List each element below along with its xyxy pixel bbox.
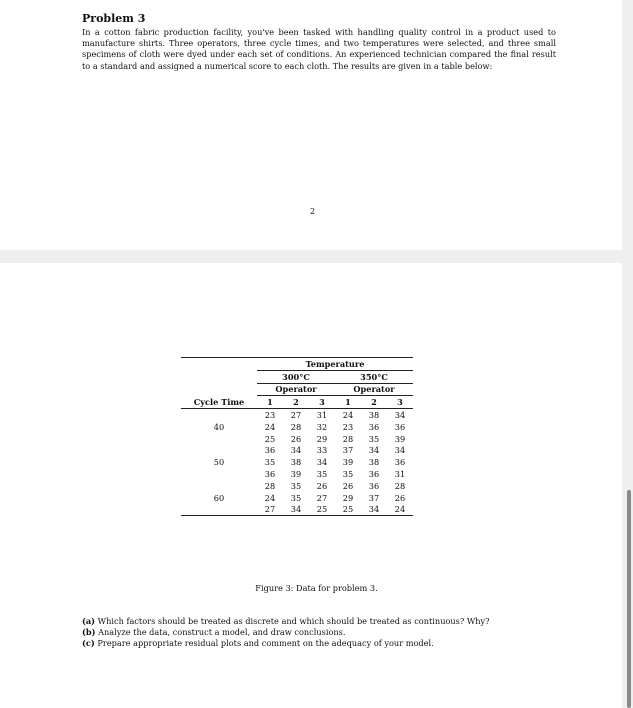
question-a xyxy=(82,616,490,627)
operator-label-350: Operator xyxy=(335,383,413,396)
table-cell: 25 xyxy=(309,504,335,516)
table-cell: 23 xyxy=(342,421,354,432)
table-cell: 28 xyxy=(394,480,406,491)
table-cell: 36 xyxy=(368,469,380,480)
table-cell: 34 xyxy=(387,409,413,421)
question-b xyxy=(82,627,490,638)
table-row xyxy=(181,504,413,516)
question-text: Prepare appropriate residual plots and comment on the adequacy of your model. xyxy=(97,638,434,648)
scrollbar-thumb[interactable] xyxy=(627,490,631,708)
table-cell: 38 xyxy=(361,409,387,421)
table-cell: 28 xyxy=(290,421,302,432)
table-cell: 34 xyxy=(316,457,328,468)
table-row xyxy=(181,468,413,480)
table-cell: 28 xyxy=(264,480,276,491)
table-cell: 27 xyxy=(316,492,328,503)
operator-number: 3 xyxy=(387,396,413,409)
table-row xyxy=(181,480,413,492)
problem-title: Problem 3 xyxy=(82,12,146,25)
table-row xyxy=(181,445,413,457)
cycle-time-value: 60 xyxy=(213,492,225,503)
table-cell: 31 xyxy=(309,409,335,421)
table-cell: 26 xyxy=(394,492,406,503)
table-cell: 39 xyxy=(290,469,302,480)
question-label: (c) xyxy=(82,638,95,648)
question-c xyxy=(82,638,490,649)
table-cell: 24 xyxy=(264,421,276,432)
table-cell: 27 xyxy=(257,504,283,516)
operator-row xyxy=(181,383,413,396)
cycle-time-value: 40 xyxy=(213,421,225,432)
table-row xyxy=(181,421,413,433)
table-cell: 38 xyxy=(290,457,302,468)
table-cell: 39 xyxy=(342,457,354,468)
question-list xyxy=(82,616,490,649)
temperature-row xyxy=(181,370,413,383)
table-cell: 35 xyxy=(316,469,328,480)
problem-intro: In a cotton fabric production facility, you've been tasked with handling quality control in a product used to manufacture shirts. Three operators, three cycle times, and two temperatures were selected, and three small specimens of cloth were dyed under each set of conditions. An experienced technician compared the final result to a standard and assigned a numerical score to each cloth. The results are given in a table below: xyxy=(82,27,556,71)
table-cell: 35 xyxy=(290,480,302,491)
table-cell: 32 xyxy=(316,421,328,432)
table-cell: 36 xyxy=(368,421,380,432)
table-row xyxy=(181,492,413,504)
table-cell: 36 xyxy=(394,421,406,432)
question-text: Which factors should be treated as discrete and which should be treated as continuous? Why? xyxy=(97,616,490,626)
table-cell: 27 xyxy=(283,409,309,421)
table-cell: 24 xyxy=(335,409,361,421)
table-row xyxy=(181,409,413,421)
cycle-time-header: Cycle Time xyxy=(193,397,245,408)
table-cell: 25 xyxy=(264,433,276,444)
question-text: Analyze the data, construct a model, and draw conclusions. xyxy=(98,627,346,637)
table-cell: 24 xyxy=(387,504,413,516)
table-cell: 34 xyxy=(290,445,302,456)
temp-300-label: 300°C xyxy=(282,371,310,382)
table-cell: 26 xyxy=(316,480,328,491)
table-cell: 37 xyxy=(368,492,380,503)
operator-number: 2 xyxy=(283,396,309,409)
table-cell: 33 xyxy=(316,445,328,456)
temperature-header: Temperature xyxy=(257,358,413,371)
table-cell: 29 xyxy=(316,433,328,444)
table-cell: 36 xyxy=(264,469,276,480)
table-row xyxy=(181,433,413,445)
table-cell: 35 xyxy=(264,457,276,468)
table-cell: 37 xyxy=(342,445,354,456)
table-cell: 23 xyxy=(257,409,283,421)
operator-number: 1 xyxy=(335,396,361,409)
operator-number-row xyxy=(181,396,413,409)
operator-number: 1 xyxy=(257,396,283,409)
operator-number: 2 xyxy=(361,396,387,409)
table-cell: 28 xyxy=(342,433,354,444)
table-cell: 34 xyxy=(361,504,387,516)
table-cell: 35 xyxy=(342,469,354,480)
table-cell: 35 xyxy=(290,492,302,503)
table-row xyxy=(181,456,413,468)
page-number: 2 xyxy=(310,207,316,216)
table-header-row xyxy=(181,358,413,371)
table-cell: 26 xyxy=(342,480,354,491)
question-label: (a) xyxy=(82,616,96,626)
figure-caption: Figure 3: Data for problem 3. xyxy=(255,583,378,593)
table-cell: 36 xyxy=(394,457,406,468)
table-cell: 39 xyxy=(394,433,406,444)
table-cell: 38 xyxy=(368,457,380,468)
table-cell: 34 xyxy=(368,445,380,456)
table-cell: 36 xyxy=(368,480,380,491)
table-cell: 34 xyxy=(283,504,309,516)
document-page-top xyxy=(0,0,622,250)
operator-number: 3 xyxy=(309,396,335,409)
table-cell: 25 xyxy=(335,504,361,516)
table-cell: 36 xyxy=(264,445,276,456)
table-cell: 29 xyxy=(342,492,354,503)
question-label: (b) xyxy=(82,627,96,637)
data-table xyxy=(181,357,413,516)
cycle-time-value: 50 xyxy=(213,457,225,468)
operator-label-300: Operator xyxy=(257,383,335,396)
table-cell: 35 xyxy=(368,433,380,444)
table-cell: 24 xyxy=(264,492,276,503)
table-cell: 34 xyxy=(394,445,406,456)
temp-350-label: 350°C xyxy=(360,371,388,382)
table-cell: 26 xyxy=(290,433,302,444)
table-cell: 31 xyxy=(394,469,406,480)
